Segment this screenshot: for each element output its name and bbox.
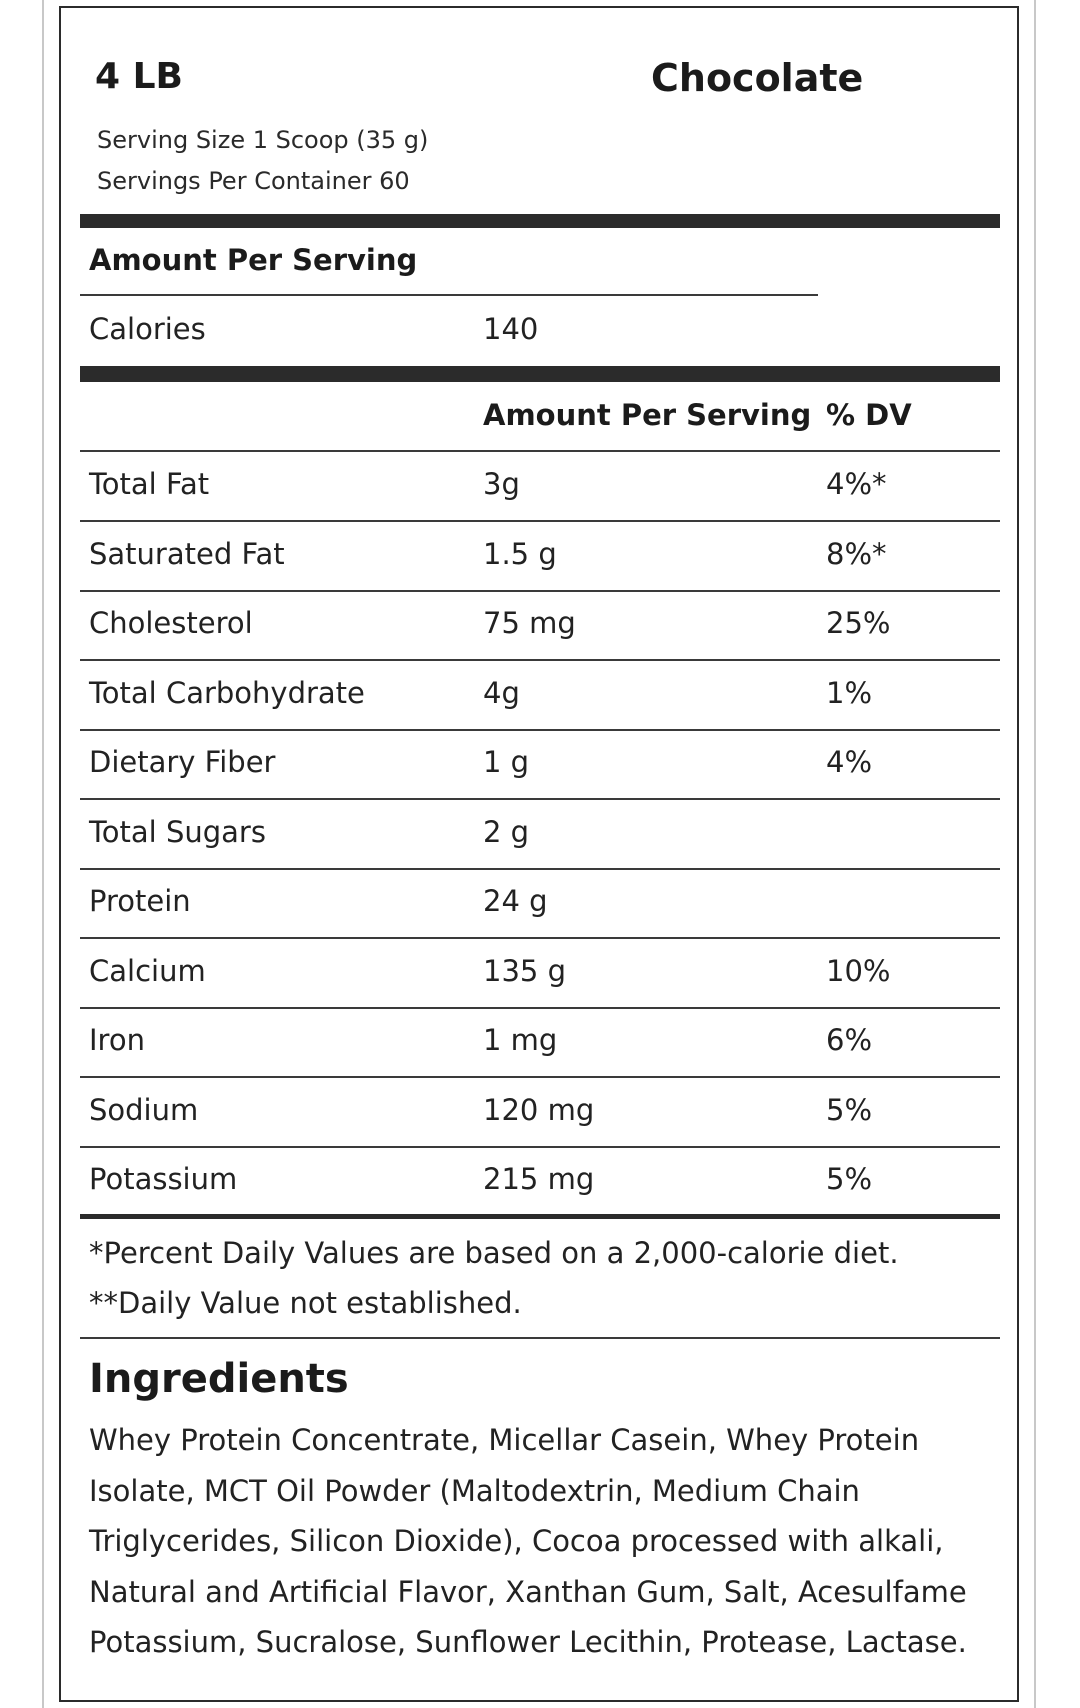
nutrient-name: Protein — [89, 884, 191, 918]
footnote-divider — [80, 1337, 1000, 1339]
nutrient-name: Iron — [89, 1023, 145, 1057]
nutrient-amount: 75 mg — [483, 606, 576, 640]
nutrient-name: Total Fat — [89, 467, 210, 501]
nutrient-amount: 1 mg — [483, 1023, 558, 1057]
nutrient-daily-value: 25% — [826, 606, 891, 640]
ingredients-text: Whey Protein Concentrate, Micellar Casein, Whey Protein Isolate, MCT Oil Powder (Maltodextrin, Medium Chain Triglycerides, Silicon Dioxide), Cocoa processed with alkali, Natural and Artificial Flavor, Xanthan Gum, Salt, Acesulfame Potassium, Sucralose, Sunflower Lecithin, Protease, Lactase. — [89, 1423, 967, 1659]
servings-per-container: Servings Per Container 60 — [97, 167, 410, 195]
page-border-left — [42, 0, 44, 1708]
column-header-amount: Amount Per Serving — [483, 398, 812, 432]
nutrient-amount: 135 g — [483, 953, 566, 988]
nutrient-amount: 1 g — [483, 745, 530, 779]
nutrient-amount: 2 g — [483, 814, 530, 849]
nutrient-daily-value: 8%* — [826, 536, 887, 571]
nutrient-name: Cholesterol — [89, 606, 253, 640]
nutrient-amount: 120 mg — [483, 1092, 595, 1127]
nutrient-name: Total Carbohydrate — [89, 675, 365, 710]
table-row — [80, 940, 1000, 1009]
nutrient-daily-value: 10% — [826, 953, 891, 988]
nutrient-name: Calcium — [89, 953, 206, 988]
nutrient-daily-value: 1% — [826, 675, 873, 710]
table-row — [80, 453, 1000, 522]
calories-label: Calories — [89, 312, 206, 346]
nutrient-daily-value: 6% — [826, 1023, 873, 1057]
table-row — [80, 731, 1000, 800]
nutrient-name: Potassium — [89, 1162, 238, 1196]
thick-divider-top — [80, 214, 1000, 228]
table-row — [80, 662, 1000, 731]
nutrient-amount: 24 g — [483, 884, 548, 918]
table-row — [80, 1079, 1000, 1148]
page-border-right — [1034, 0, 1036, 1708]
nutrient-daily-value: 5% — [826, 1162, 873, 1196]
table-row — [80, 870, 1000, 939]
nutrient-name: Total Sugars — [89, 814, 266, 849]
nutrient-amount: 3g — [483, 467, 520, 501]
nutrient-amount: 1.5 g — [483, 536, 557, 571]
table-row — [80, 801, 1000, 870]
nutrient-daily-value: 4%* — [826, 467, 887, 501]
nutrient-amount: 4g — [483, 675, 520, 710]
nutrient-amount: 215 mg — [483, 1162, 595, 1196]
table-row — [80, 1009, 1000, 1078]
table-row — [80, 592, 1000, 661]
table-header-divider — [80, 450, 1000, 452]
product-size: 4 LB — [95, 56, 183, 97]
serving-size: Serving Size 1 Scoop (35 g) — [97, 126, 429, 154]
nutrient-name: Dietary Fiber — [89, 745, 276, 779]
table-row — [80, 1148, 1000, 1217]
product-flavor: Chocolate — [651, 56, 864, 100]
amount-per-serving-heading: Amount Per Serving — [89, 243, 418, 277]
thick-divider-middle — [80, 366, 1000, 382]
table-bottom-divider — [80, 1214, 1000, 1219]
calories-divider — [80, 294, 818, 296]
daily-value-footnote: *Percent Daily Values are based on a 2,000-calorie diet. **Daily Value not established. — [89, 1236, 899, 1320]
ingredients-title: Ingredients — [89, 1356, 349, 1402]
column-header-dv: % DV — [826, 398, 912, 432]
nutrient-name: Sodium — [89, 1092, 199, 1127]
calories-value: 140 — [483, 312, 539, 346]
nutrient-name: Saturated Fat — [89, 536, 285, 571]
nutrient-daily-value: 4% — [826, 745, 873, 779]
nutrient-daily-value: 5% — [826, 1092, 873, 1127]
table-row — [80, 523, 1000, 592]
